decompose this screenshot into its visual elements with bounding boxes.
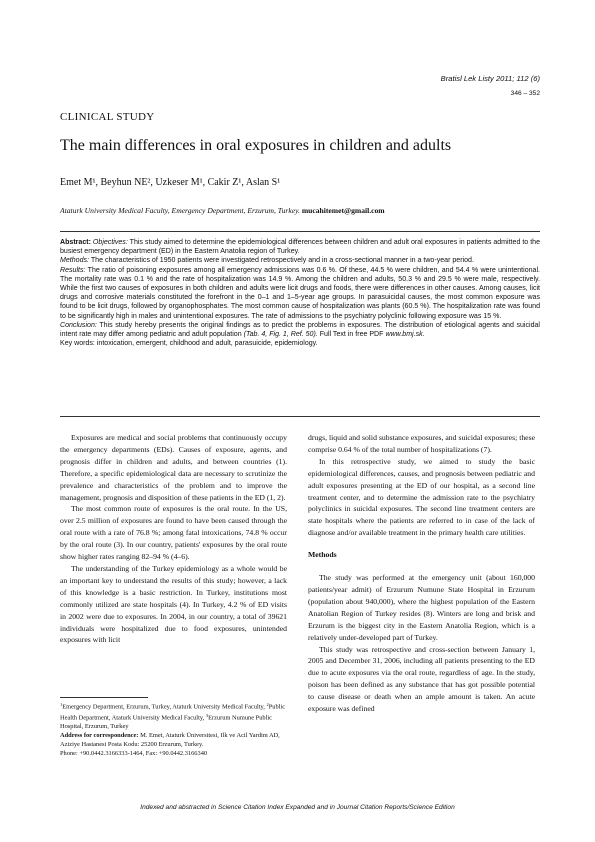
conclusion-text: This study hereby presents the original findings as to predict the problems in exposures. The distribution of etiological agents and suicidal intent rate may differ among pediatric and adult population	[60, 321, 540, 339]
conclusion-label: Conclusion:	[60, 321, 97, 329]
results-text: The ratio of poisoning exposures among all emergency admissions was 0.6 %. Of these, 44.5 % were children, and 54.4 % were unintentional. The mortality rate was 0.1 % and the rate of hospitalization was 14.9 %. Among the children and adults, 50.3 % and 29.5 % were male, respectively. While the first two causes of exposures in both children and adults were licit drugs and foods, there were differences in other causes. Among causes, licit drugs and corrosive materials constituted the forefront in the 0–1 and 1–5-year age groups. In parasuicidal causes, the most common exposure was found to be licit drugs, followed by organophosphates. The most common cause of hospitalization was plants (60.5 %). The hospitalization rate was found to be significantly high in males and unintentional exposures. The rate of admissions to the psychiatry polyclinic following exposure was 15 %.	[60, 266, 540, 320]
methods-text: The characteristics of 1950 patients were investigated retrospectively and in a cross-sectional manner in a two-year period.	[90, 257, 474, 265]
journal-citation: Bratisl Lek Listy 2011; 112 (6)	[440, 74, 540, 83]
body-paragraph: Exposures are medical and social problems that continuously occupy the emergency departments (EDs). Causes of exposure, agents, and prognosis differ in children and adults, and between countries (1). Therefore, a specific epidemiological data are necessary to scrutinize the prevalence and characteristics of the problem and to improve the management, prognosis and disposition of these patients in the ED (1, 2).	[60, 433, 287, 502]
body-paragraph: The most common route of exposures is the oral route. In the US, over 2.5 million of exposures are found to have been caused through the oral route with a rate of 76.8 %; among fatal intoxications, 74.8 % occur by the oral route (3). In our country, patients' exposures by the oral route show higher rates ranging 82–94 % (4–6).	[60, 504, 287, 562]
body-paragraph: drugs, liquid and solid substance exposures, and suicidal exposures; these comprise 0.64 % of the total number of hospitalizations (7).	[308, 433, 535, 454]
abstract-methods	[60, 256, 540, 265]
journal-url[interactable]: www.bmj.sk.	[385, 331, 425, 339]
footnote-affiliation-2: Public Health Department, Ataturk University Medical Faculty,	[60, 703, 286, 722]
keywords-text: intoxication, emergent, childhood and adult, parasuicide, epidemiology.	[96, 340, 318, 348]
full-text-note: Full Text in free PDF	[319, 331, 384, 339]
institution: Ataturk University Medical Faculty, Emergency Department, Erzurum, Turkey.	[60, 206, 300, 215]
correspondence-label: Address for correspondence:	[60, 732, 139, 740]
phone-fax: Phone: +90.0442.3166333-1464, Fax: +90.0442.3166340	[60, 749, 208, 757]
objectives-text: This study aimed to determine the epidemiological differences between children and adult oral exposures in patients admitted to the busiest emergency department (ED) in the Eastern Anatolia region of Turkey.	[60, 239, 540, 256]
footnotes	[60, 701, 287, 758]
page-footer: Indexed and abstracted in Science Citation Index Expanded and in Journal Citation Reports/Science Edition	[140, 804, 455, 811]
page-range: 346 – 352	[510, 90, 540, 97]
abstract-results	[60, 266, 540, 321]
affiliation-line	[60, 206, 540, 215]
body-paragraph: The study was performed at the emergency unit (about 160,000 patients/year admit) of Erzurum Numune State Hospital in Erzurum (population about 940,000), where the highest population of the Eastern Anatolian Region of Turkey resides (8). Winters are long and brisk and Erzurum is the biggest city in the Eastern Anatolia Region, which is a relatively under-developed part of Turkey.	[308, 573, 535, 642]
abstract-top-rule	[60, 231, 540, 232]
article-title: The main differences in oral exposures in children and adults	[60, 137, 452, 154]
abstract-keywords	[60, 339, 540, 348]
abstract-objectives	[60, 238, 540, 256]
methods-label: Methods:	[60, 257, 89, 265]
superscript-marker: 1	[60, 702, 63, 707]
contact-email[interactable]: mucahitemet@gmail.com	[301, 206, 385, 215]
body-paragraph: In this retrospective study, we aimed to study the basic epidemiological differences, causes, and prognosis between pediatric and adult exposures presenting at the ED of our hospital, as a second line treatment center, and to determine the admission rate to the psychiatry polyclinics in suicidal exposures. The second line treatment centers are state hospitals where the patients are referred to in case of the lack of diagnose and/or available treatment in the primary health care utilities.	[308, 456, 535, 538]
body-column-right	[308, 432, 535, 715]
footnote-affiliation-3: Erzurum Numune Public Hospital, Erzurum, Turkey	[60, 714, 272, 731]
reference-counts: (Tab. 4, Fig. 1, Ref. 50).	[243, 331, 318, 339]
body-paragraph: This study was retrospective and cross-section between January 1, 2005 and December 31, 2006, including all patients presenting to the ED due to acute exposures via the oral route, regardless of age. In the study, poison has been defined as any substance that has got possible potential to cause disease or death when an ample amount is taken. An acute exposure was defined	[308, 644, 535, 714]
objectives-label: Objectives:	[92, 239, 128, 246]
abstract-bottom-rule	[60, 416, 540, 417]
results-label: Results:	[60, 266, 86, 274]
methods-heading: Methods	[308, 550, 337, 560]
keywords-label: Key words:	[60, 340, 95, 348]
footnote-affiliations	[60, 701, 287, 732]
abstract-conclusion	[60, 321, 540, 339]
body-paragraph: The understanding of the Turkey epidemiology as a whole would be an important key to understand the results of this study; however, a lack of this knowledge is a basic restriction. In Turkey, institutions most commonly utilized are state hospitals (4). In Turkey, 4.2 % of ED visits in 2002 were due to exposures. In 2004, in our country, a total of 39621 individuals were hospitalized due to food exposures, unintended exposures with licit	[60, 563, 287, 645]
abstract-block	[60, 238, 540, 348]
abstract-label: Abstract:	[60, 239, 91, 246]
footnote-rule	[60, 697, 148, 698]
body-column-left	[60, 432, 287, 646]
author-list: Emet M¹, Beyhun NE², Uzkeser M¹, Cakir Z¹, Aslan S¹	[60, 177, 281, 188]
footnote-affiliation-1: Emergency Department, Erzurum, Turkey, Ataturk University Medical Faculty,	[62, 703, 265, 711]
correspondence-text: M. Emet, Ataturk Üniversitesi, Ilk ve Acil Yardim AD, Aziziye Hastanesi Posta Kodu: 25200 Erzurum, Turkey.	[60, 732, 280, 748]
correspondence-address	[60, 732, 287, 749]
superscript-marker: 3	[205, 713, 209, 719]
superscript-marker: 2	[266, 702, 269, 707]
section-label: CLINICAL STUDY	[60, 111, 155, 123]
